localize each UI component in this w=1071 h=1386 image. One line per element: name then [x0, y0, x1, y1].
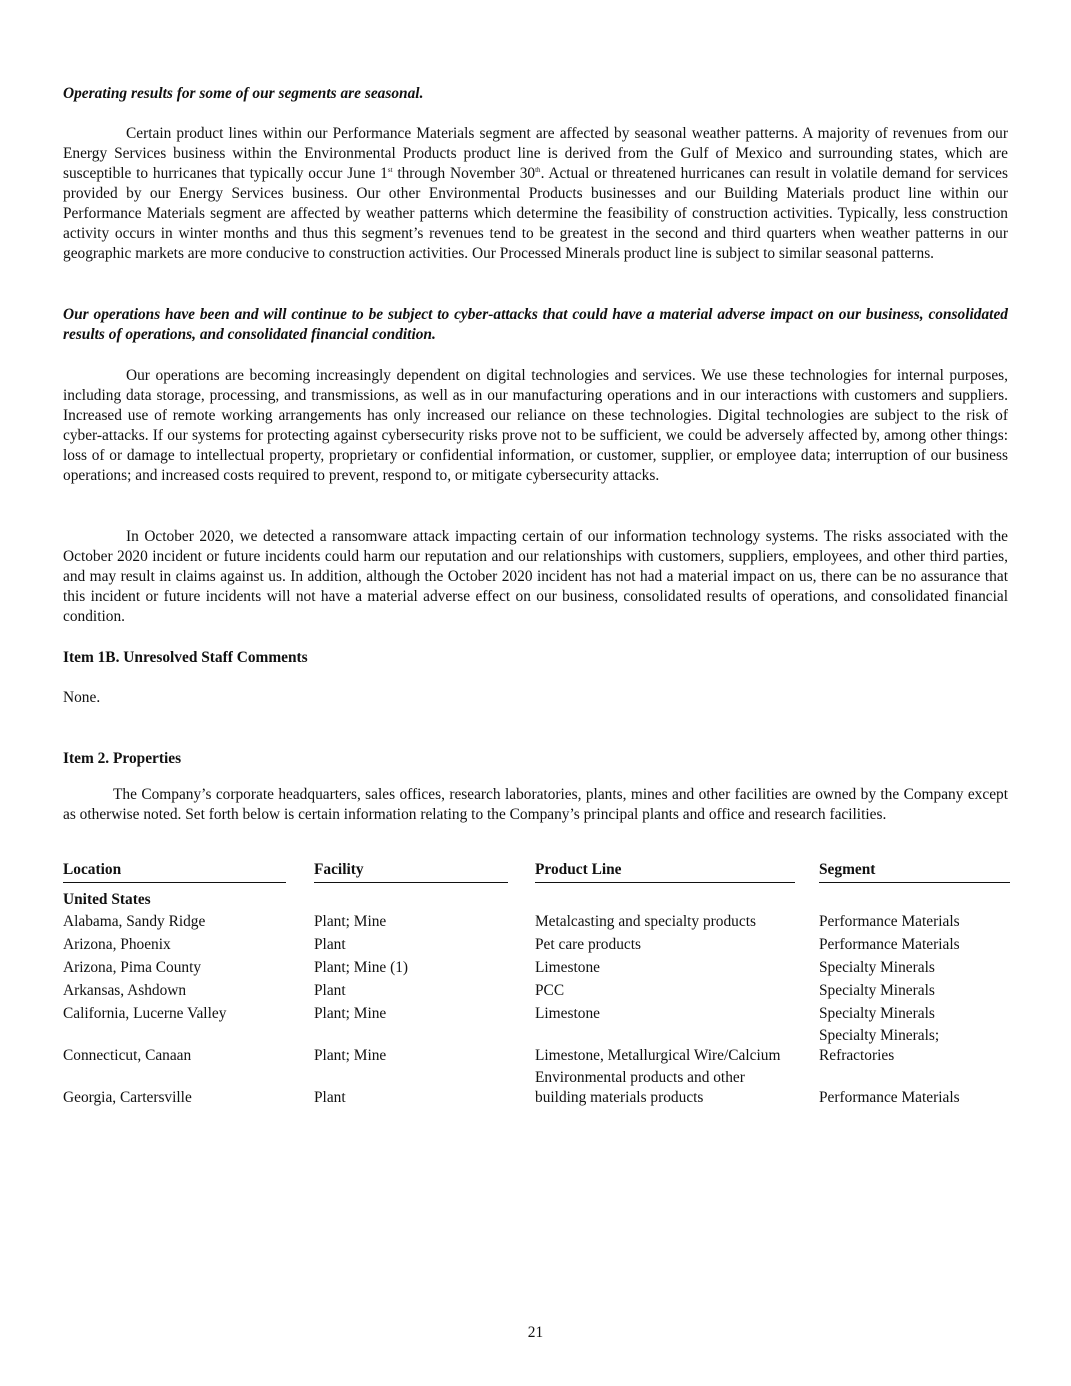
- item-2-heading: Item 2. Properties: [63, 750, 182, 767]
- cell-facility: Plant: [314, 982, 346, 999]
- superscript-st: st: [387, 166, 393, 174]
- paragraph-seasonal-part-a: Certain product lines within our Performance Materials segment are affected by seasonal weather patterns. A majority of revenues from our Energy Services business within the Environmental Products product line is derived from the Gulf of Mexico and surrounding states, which are susceptible to hurricanes that typically occur June 1: [63, 125, 1008, 182]
- cell-product-line: Limestone, Metallurgical Wire/Calcium: [535, 1047, 781, 1064]
- cell-segment: Performance Materials: [819, 913, 960, 930]
- table-row: [63, 981, 1010, 1001]
- cell-facility: Plant: [314, 1089, 346, 1106]
- item-1b-heading: Item 1B. Unresolved Staff Comments: [63, 649, 308, 666]
- cell-facility: Plant; Mine: [314, 913, 387, 930]
- cell-location: Arizona, Phoenix: [63, 936, 171, 953]
- cell-location: California, Lucerne Valley: [63, 1005, 227, 1022]
- table-row: [63, 958, 1010, 978]
- cell-location: Alabama, Sandy Ridge: [63, 913, 206, 930]
- table-row: [63, 935, 1010, 955]
- cell-product-line: Limestone: [535, 1005, 600, 1022]
- table-row: [63, 1026, 1010, 1066]
- section-heading-seasonal: Operating results for some of our segments are seasonal.: [63, 85, 424, 102]
- cell-product-line: Environmental products and other building materials products: [535, 1069, 745, 1106]
- cell-facility: Plant; Mine: [314, 1005, 387, 1022]
- cell-facility: Plant; Mine (1): [314, 959, 409, 976]
- column-header-facility: Facility: [314, 860, 508, 883]
- section-heading-cyber: Our operations have been and will continue to be subject to cyber-attacks that could have a material adverse impact on our business, consolidated results of operations, and consolidated financial condition.: [63, 306, 1008, 343]
- superscript-th: th: [535, 166, 541, 174]
- cell-facility: Plant: [314, 936, 346, 953]
- cell-location: Georgia, Cartersville: [63, 1089, 192, 1106]
- page-number: 21: [527, 1324, 544, 1341]
- paragraph-seasonal-part-b: through November 30: [392, 165, 536, 182]
- cell-product-line: Pet care products: [535, 936, 641, 953]
- column-header-product-line: Product Line: [535, 860, 795, 883]
- column-header-segment: Segment: [819, 860, 1010, 883]
- paragraph-cyber-2: In October 2020, we detected a ransomware attack impacting certain of our information technology systems. The risks associated with the October 2020 incident or future incidents could harm our reputation and our relationships with customers, suppliers, employees, and other third parties, and may result in claims against us. In addition, although the October 2020 incident has not had a material impact on us, there can be no assurance that this incident or future incidents will not have a material adverse effect on our business, consolidated results of operations, and consolidated financial condition.: [63, 528, 1008, 625]
- column-header-location: Location: [63, 860, 286, 883]
- cell-segment: Specialty Minerals: [819, 959, 935, 976]
- paragraph-seasonal-part-c: . Actual or threatened hurricanes can result in volatile demand for services provided by our Energy Services business. Our other Environmental Products businesses and our Building Materials product line within our Performance Materials segment are affected by weather patterns which determine the feasibility of construction activities. Typically, less construction activity occurs in winter months and thus this segment’s revenues tend to be greatest in the second and third quarters when weather patterns in our geographic markets are more conducive to construction activities. Our Processed Minerals product line is subject to similar seasonal patterns.: [63, 165, 1008, 262]
- cell-product-line: Limestone: [535, 959, 600, 976]
- cell-segment: Specialty Minerals; Refractories: [819, 1027, 940, 1064]
- cell-location: Arkansas, Ashdown: [63, 982, 187, 999]
- table-row: [63, 912, 1010, 932]
- cell-segment: Specialty Minerals: [819, 982, 935, 999]
- cell-facility: Plant; Mine: [314, 1047, 387, 1064]
- paragraph-seasonal: [63, 124, 1008, 264]
- cell-location: Connecticut, Canaan: [63, 1047, 192, 1064]
- cell-segment: Specialty Minerals: [819, 1005, 935, 1022]
- cell-segment: Performance Materials: [819, 936, 960, 953]
- paragraph-cyber-1: Our operations are becoming increasingly dependent on digital technologies and services. We use these technologies for internal purposes, including data storage, processing, and transmissions, as well as in our manufacturing operations and in our interactions with customers and suppliers. Increased use of remote working arrangements has only increased our reliance on these technologies. Digital technologies are subject to the risk of cyber-attacks. If our systems for protecting against cybersecurity risks prove not to be sufficient, we could be adversely affected by, among other things: loss of or damage to intellectual property, proprietary or confidential information, or customer, supplier, or employee data; interruption of our business operations; and increased costs required to prevent, respond to, or mitigate cybersecurity attacks.: [63, 367, 1008, 484]
- item-2-intro: The Company’s corporate headquarters, sales offices, research laboratories, plants, mines and other facilities are owned by the Company except as otherwise noted. Set forth below is certain information relating to the Company’s principal plants and office and research facilities.: [63, 786, 1008, 823]
- cell-product-line: Metalcasting and specialty products: [535, 913, 756, 930]
- table-row: [63, 1004, 1010, 1024]
- table-row: [63, 1068, 1010, 1108]
- cell-product-line: PCC: [535, 982, 565, 999]
- item-1b-body: None.: [63, 689, 101, 706]
- table-group-united-states: United States: [63, 891, 151, 908]
- cell-segment: Performance Materials: [819, 1089, 960, 1106]
- cell-location: Arizona, Pima County: [63, 959, 202, 976]
